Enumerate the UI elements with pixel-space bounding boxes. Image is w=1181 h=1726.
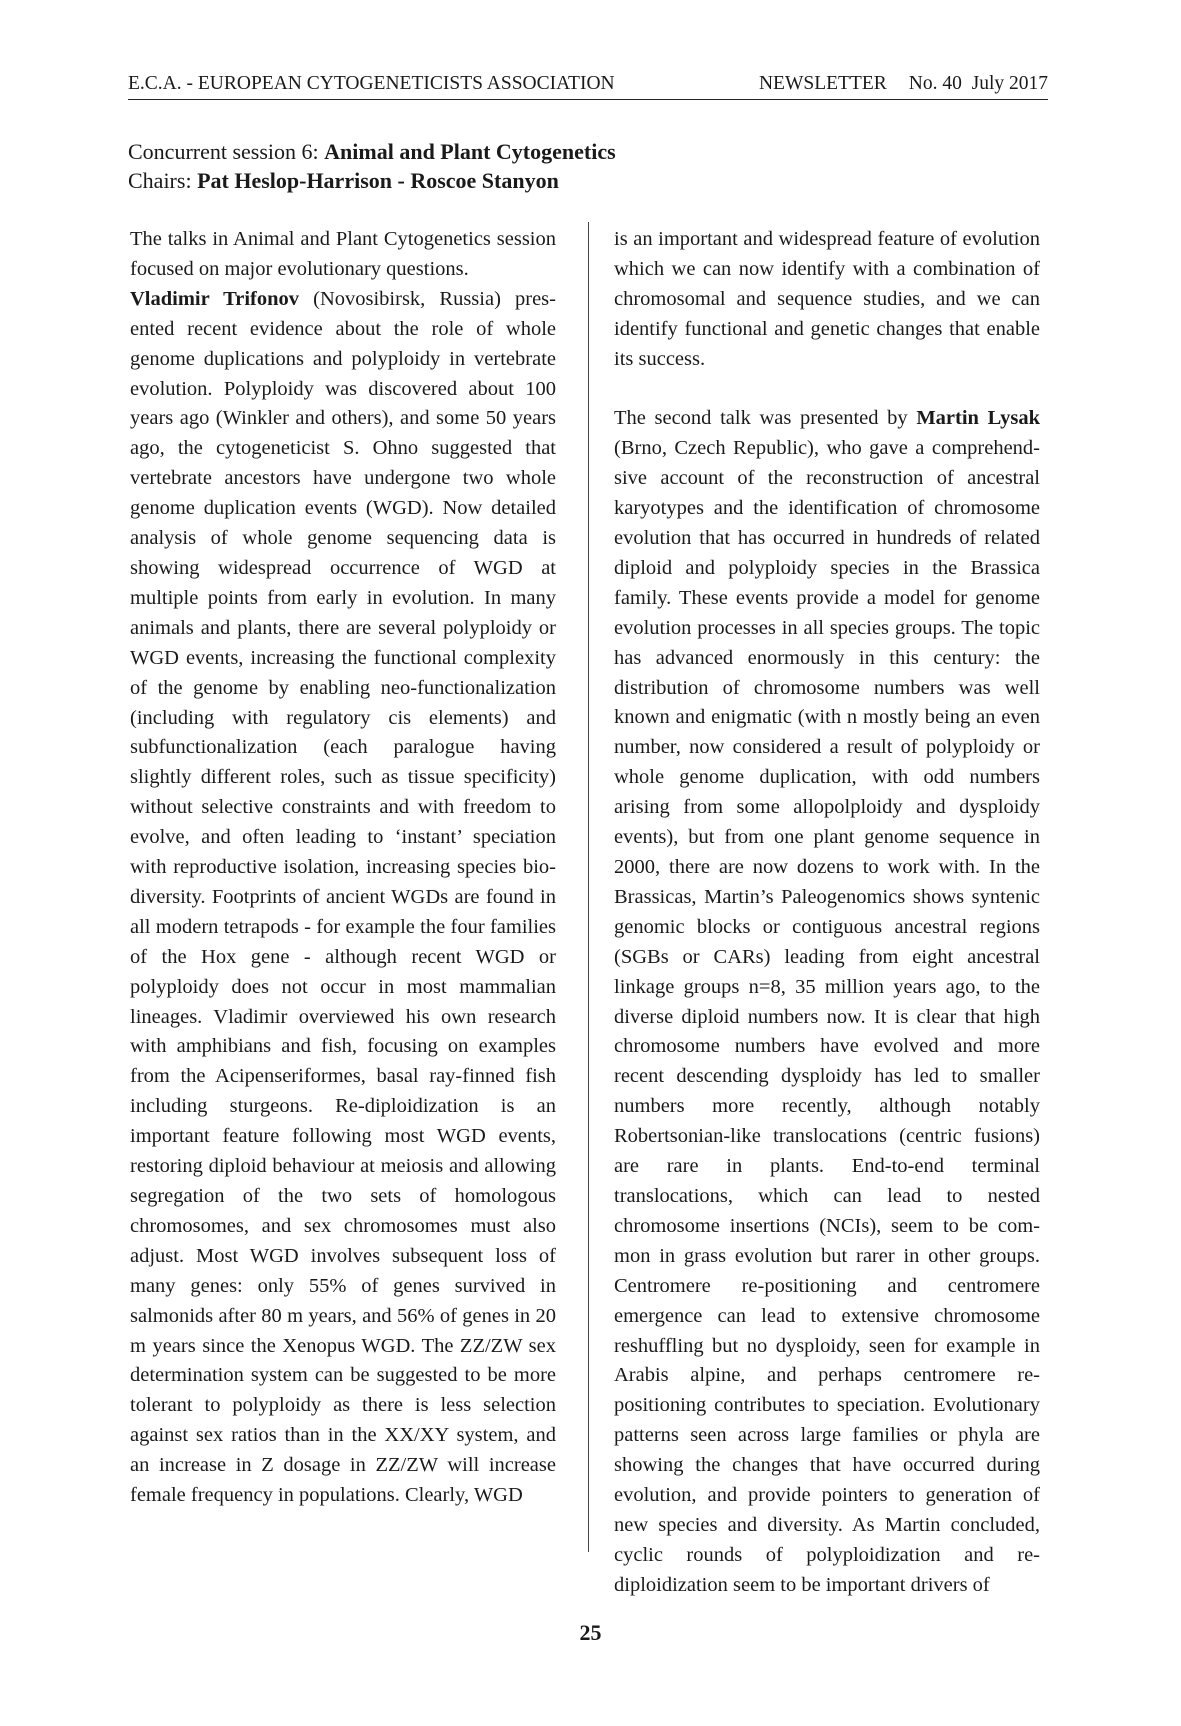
session-chairs: Pat Heslop-Harrison - Roscoe Stanyon — [197, 168, 559, 193]
session-prefix: Concurrent session 6: — [128, 139, 325, 164]
session-name: Animal and Plant Cytogenetics — [324, 139, 616, 164]
header-issue-number: No. 40 — [908, 73, 962, 94]
trifonov-paragraph — [130, 285, 556, 1511]
header-newsletter: NEWSLETTER — [758, 73, 887, 94]
intro-paragraph: The talks in Animal and Plant Cytogenetics session focused on major evolutionary questions. — [130, 228, 556, 280]
right-column — [614, 225, 1040, 1601]
lysak-text: (Brno, Czech Republic), who gave a comprehendsive account of the reconstruction of ancestral karyotypes and the identification of chromosome evolution that has occurred in hundreds of related diploid and polyploidy species in the Brassica family. These events provide a model for genome evolution processes in all species groups. The topic has advanced enormously in this century: the distribution of chromosome numbers was well known and enigmatic (with n mostly being an even number, now considered a result of polyploidy or whole genome duplication, with odd numbers arising from some allopolploidy and dysploidy events), but from one plant genome sequence in 2000, there are now dozens to work with. In the Brassicas, Martin’s Paleogenomics shows syntenic genomic blocks or contiguous ancestral regions (SGBs or CARs) leading from eight ancestral linkage groups n=8, 35 million years ago, to the diverse diploid numbers now. It is clear that high chromosome numbers have evolved and more recent descending dysploidy has led to smaller numbers more recently, although notably Robertsonian-like translocations (centric fusions) are rare in plants. End-to-end terminal translocations, which can lead to nested chromosome insertions (NCIs), seem to be common in grass evolution but rarer in other groups. Centromere re-positioning and centromere emergence can lead to extensive chromosome reshuffling but no dysploidy, seen for example in Arabis alpine, and perhaps centromere repositioning contributes to speciation. Evolutionary patterns seen across large families or phyla are showing the changes that have occurred during evolution, and provide pointers to generation of new species and diversity. As Martin concluded, cyclic rounds of polyploidization and rediploidization seem to be important drivers of — [614, 437, 1040, 1596]
header-issue — [909, 72, 1048, 96]
chairs-prefix: Chairs: — [128, 168, 198, 193]
page-number: 25 — [579, 1620, 602, 1645]
header-date: July 2017 — [971, 73, 1048, 94]
column-divider — [588, 222, 589, 1552]
continuation-paragraph: is an important and widespread feature of evolution which we can now identify with a combination of chromosomal and sequence studies, and we can identify functional and genetic changes that enable its success. — [614, 228, 1040, 370]
speaker-name-lysak: Martin Lysak — [916, 407, 1040, 430]
speaker-name-trifonov: Vladimir Trifonov — [130, 287, 300, 310]
session-chairs-line — [128, 166, 616, 195]
lysak-paragraph — [614, 404, 1040, 1600]
left-column — [130, 225, 556, 1511]
session-title-line — [128, 137, 616, 166]
header-title: E.C.A. - EUROPEAN CYTOGENETICISTS ASSOCIATION — [128, 73, 615, 94]
session-heading — [128, 137, 616, 195]
lysak-prefix: The second talk was presented by — [614, 407, 917, 430]
running-header — [128, 72, 1048, 100]
header-issue-info — [759, 72, 1048, 96]
trifonov-text: (Novosibirsk, Russia) presented recent evidence about the role of whole genome duplications and polyploidy in vertebrate evolution. Polyploidy was discovered about 100 years ago (Winkler and others), and some 50 years ago, the cytogeneticist S. Ohno suggested that vertebrate ancestors have undergone two whole genome duplication events (WGD). Now detailed analysis of whole genome sequencing data is showing widespread occurrence of WGD at multiple points from early in evolution. In many animals and plants, there are several polyploidy or WGD events, increasing the functional complexity of the genome by enabling neo-functionalization (including with regulatory cis elements) and subfunctionalization (each paralogue having slightly different roles, such as tissue specificity) without selective constraints and with freedom to evolve, and often leading to ‘instant’ speciation with reproductive isolation, increasing species biodiversity. Footprints of ancient WGDs are found in all modern tetrapods - for example the four families of the Hox gene - although recent WGD or polyploidy does not occur in most mammalian lineages. Vladimir overviewed his own research with amphibians and fish, focusing on examples from the Acipenseriformes, basal ray-finned fish including sturgeons. Re-diploidization is an important feature following most WGD events, restoring diploid behaviour at meiosis and allowing segregation of the two sets of homologous chromosomes, and sex chromosomes must also adjust. Most WGD involves subsequent loss of many genes: only 55% of genes survived in salmonids after 80 m years, and 56% of genes in 20 m years since the Xenopus WGD. The ZZ/ZW sex determination system can be suggested to be more tolerant to polyploidy as there is less selection against sex ratios than in the XX/XY system, and an increase in Z dosage in ZZ/ZW will increase female frequency in populations. Clearly, WGD — [130, 287, 556, 1507]
